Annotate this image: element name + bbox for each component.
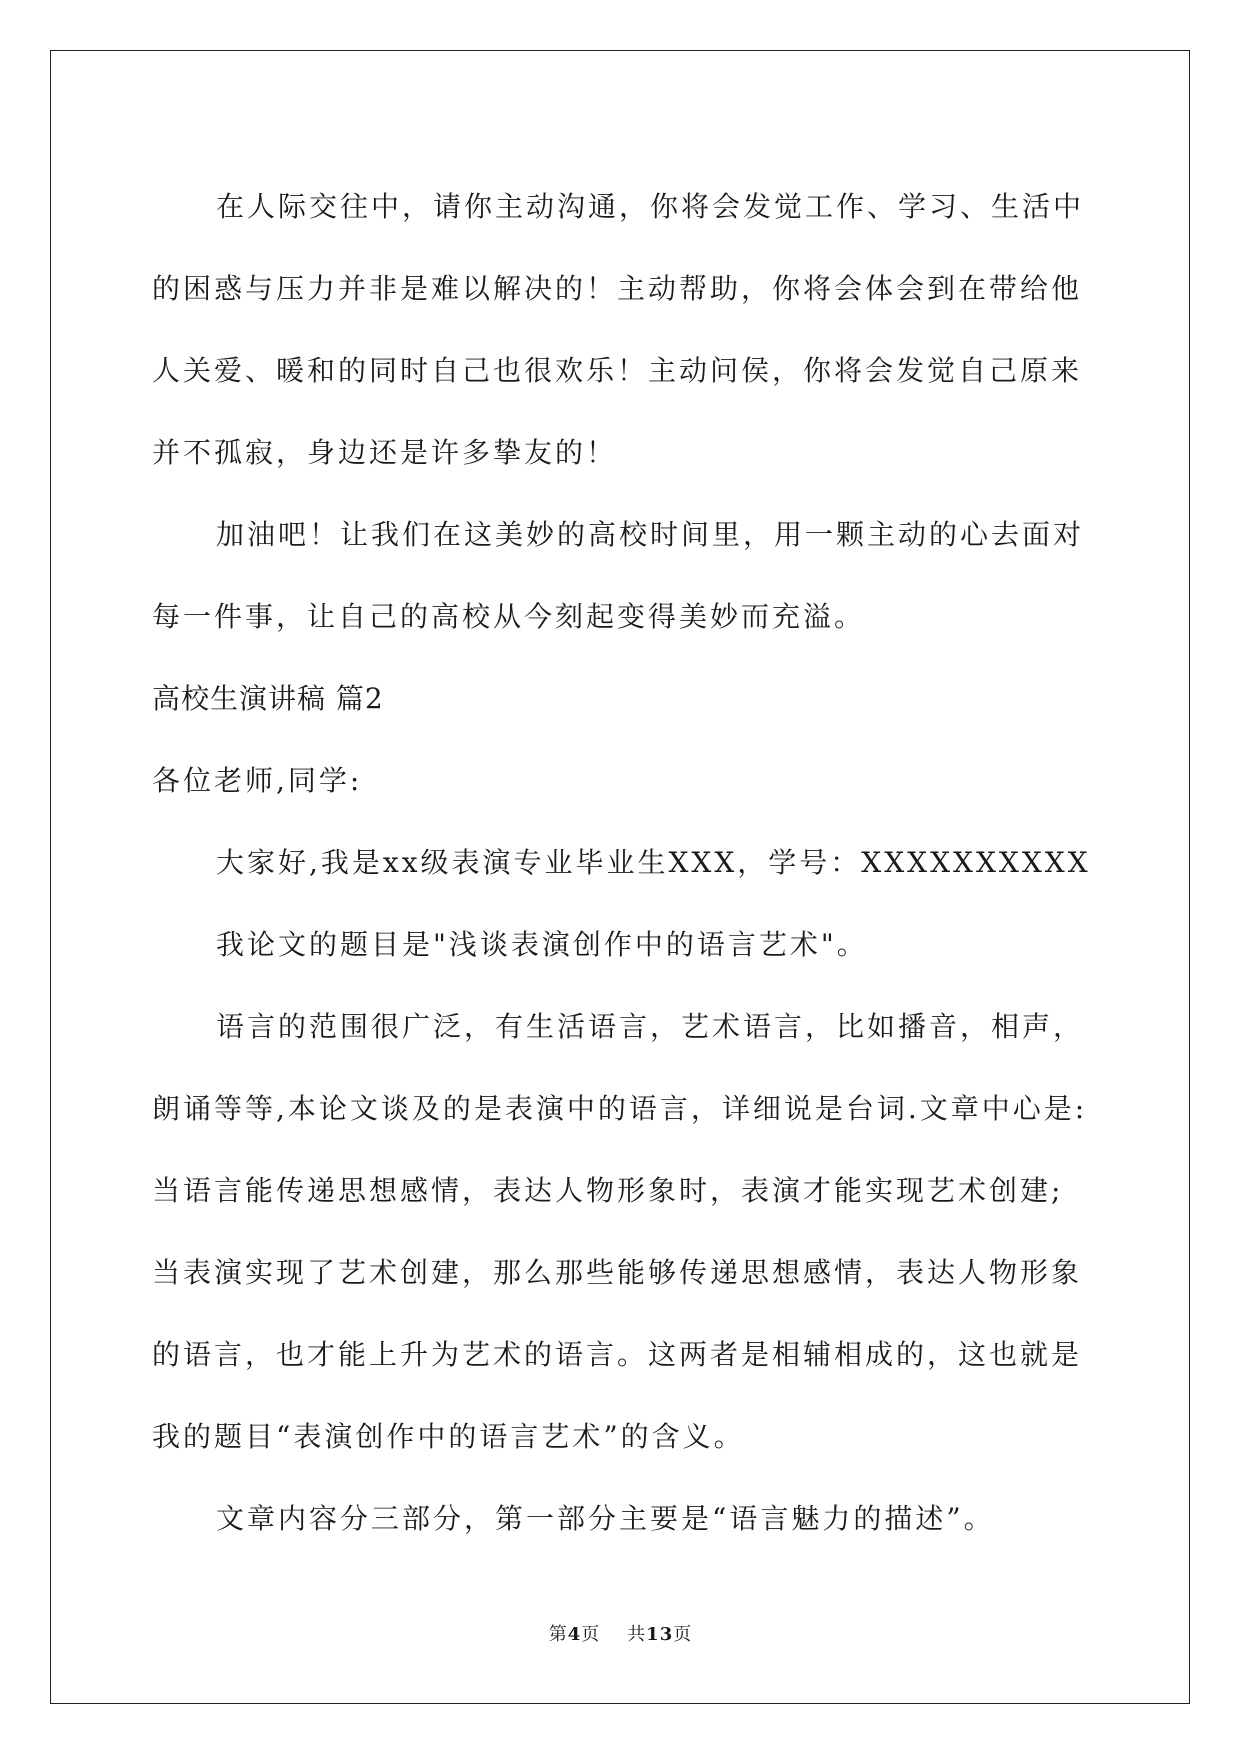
total-prefix: 共 [627, 1624, 647, 1645]
total-pages: 13 [646, 1624, 674, 1645]
page-number: 4 [567, 1624, 582, 1645]
section-heading: 高校生演讲稿 篇2 [152, 682, 384, 715]
paragraph-thesis-title: 我论文的题目是"浅谈表演创作中的语言艺术"。 [216, 928, 868, 961]
document-body [152, 166, 1092, 1560]
paragraph-structure: 文章内容分三部分，第一部分主要是“语言魅力的描述”。 [216, 1502, 995, 1535]
total-suffix: 页 [673, 1624, 693, 1645]
page-suffix: 页 [581, 1624, 601, 1645]
page-footer [0, 1620, 1241, 1646]
paragraph-greeting: 大家好,我是xx级表演专业毕业生XXX，学号：XXXXXXXXXX [216, 846, 1091, 879]
paragraph-communication: 在人际交往中，请你主动沟通，你将会发觉工作、学习、生活中的困惑与压力并非是难以解决的！主动帮助，你将会体会到在带给他人关爱、暖和的同时自己也很欢乐！主动问侯，你将会发觉自己原来并不孤寂，身边还是许多挚友的！ [152, 190, 1085, 469]
paragraph-encouragement: 加油吧！让我们在这美妙的高校时间里，用一颗主动的心去面对每一件事，让自己的高校从今刻起变得美妙而充溢。 [152, 518, 1085, 633]
page-prefix: 第 [548, 1624, 568, 1645]
paragraph-language-scope: 语言的范围很广泛，有生活语言，艺术语言，比如播音，相声，朗诵等等,本论文谈及的是表演中的语言，详细说是台词.文章中心是:当语言能传递思想感情，表达人物形象时，表演才能实现艺术创建;当表演实现了艺术创建，那么那些能够传递思想感情，表达人物形象的语言，也才能上升为艺术的语言。这两者是相辅相成的，这也就是我的题目“表演创作中的语言艺术”的含义。 [152, 1010, 1088, 1453]
salutation: 各位老师,同学: [152, 764, 363, 797]
